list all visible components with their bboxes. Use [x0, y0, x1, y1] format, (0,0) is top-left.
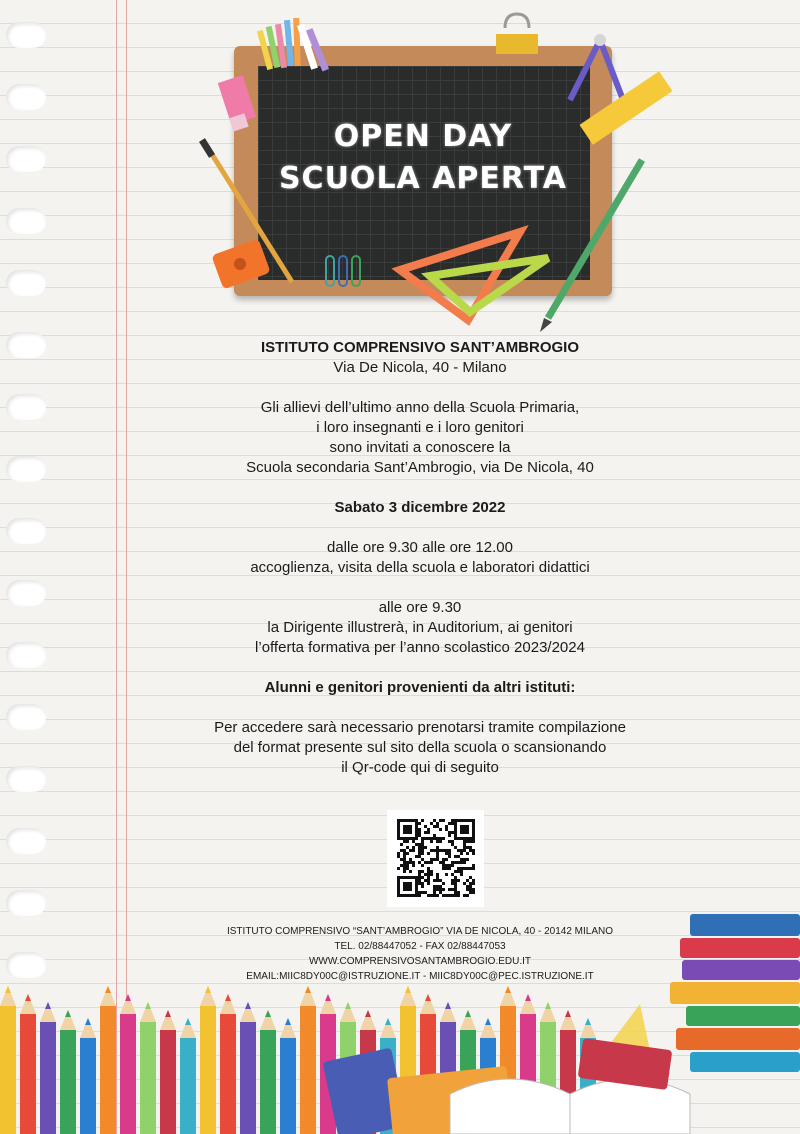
title-line-2: SCUOLA APERTA [278, 161, 568, 196]
pencil-icon [0, 986, 16, 1134]
qr-code-icon [397, 819, 475, 897]
event-date: Sabato 3 dicembre 2022 [334, 499, 506, 516]
school-name: ISTITUTO COMPRENSIVO SANT’AMBROGIO [260, 339, 580, 356]
qr-finder-pattern [397, 819, 418, 840]
pencil-icon [40, 1002, 56, 1134]
school-address: Via De Nicola, 40 - Milano [333, 359, 507, 376]
pencil-icon [540, 160, 642, 332]
pencil-icon [140, 1002, 156, 1134]
footer-address: ISTITUTO COMPRENSIVO “SANT’AMBROGIO” VIA DE NICOLA, 40 - 20142 MILANO [226, 926, 613, 937]
paperclip-icon [326, 256, 360, 286]
pencil-icon [280, 1018, 296, 1134]
pencil-icon [220, 994, 236, 1134]
binder-clip-icon [496, 14, 538, 54]
footer-email[interactable]: EMAIL:MIIC8DY00C@ISTRUZIONE.IT - MIIC8DY00C@PEC.ISTRUZIONE.IT [246, 971, 594, 982]
invite-line: i loro insegnanti e i loro genitori [316, 419, 524, 436]
pencil-icon [260, 1010, 276, 1134]
pencil-icon [20, 994, 36, 1134]
pencil-icon [120, 994, 136, 1134]
stationery-decoration [0, 0, 800, 340]
highlighter-icon [218, 75, 256, 131]
invite-line: Gli allievi dell’ultimo anno della Scuola Primaria, [260, 399, 580, 416]
footer-website[interactable]: WWW.COMPRENSIVOSANTAMBROGIO.EDU.IT [308, 956, 532, 967]
invitation-body [120, 338, 720, 778]
pencil-icon [80, 1018, 96, 1134]
invite-line: sono invitati a conoscere la [329, 439, 511, 456]
pencil-icon [60, 1010, 76, 1134]
others-heading: Alunni e genitori provenienti da altri istituti: [264, 679, 576, 696]
schedule-line: alle ore 9.30 [378, 599, 462, 616]
books-illustration [310, 894, 800, 1134]
pencil-icon [100, 986, 116, 1134]
booking-line: Per accedere sarà necessario prenotarsi tramite compilazione [214, 719, 626, 736]
title-line-1: OPEN DAY [333, 119, 513, 154]
chalk-icon [257, 18, 329, 72]
schedule-line: la Dirigente illustrerà, in Auditorium, ai genitori [267, 619, 573, 636]
pencil-icon [160, 1010, 176, 1134]
ruler-icon [579, 71, 672, 145]
schedule-line: l’offerta formativa per l’anno scolastico 2023/2024 [255, 639, 585, 656]
set-square-icon [400, 232, 548, 320]
booking-line: il Qr-code qui di seguito [341, 759, 499, 776]
schedule-line: dalle ore 9.30 alle ore 12.00 [327, 539, 513, 556]
pencil-icon [180, 1018, 196, 1134]
pencil-icon [240, 1002, 256, 1134]
sharpener-icon [211, 239, 270, 290]
pencil-icon [200, 986, 216, 1134]
invite-line: Scuola secondaria Sant’Ambrogio, via De Nicola, 40 [246, 459, 594, 476]
qr-finder-pattern [454, 819, 475, 840]
footer-phone: TEL. 02/88447052 - FAX 02/88447053 [334, 941, 506, 952]
compass-icon [570, 34, 625, 105]
books-icon [322, 914, 800, 1134]
booking-line: del format presente sul sito della scuola o scansionando [233, 739, 607, 756]
qr-code[interactable] [387, 810, 484, 907]
schedule-line: accoglienza, visita della scuola e laboratori didattici [250, 559, 590, 576]
